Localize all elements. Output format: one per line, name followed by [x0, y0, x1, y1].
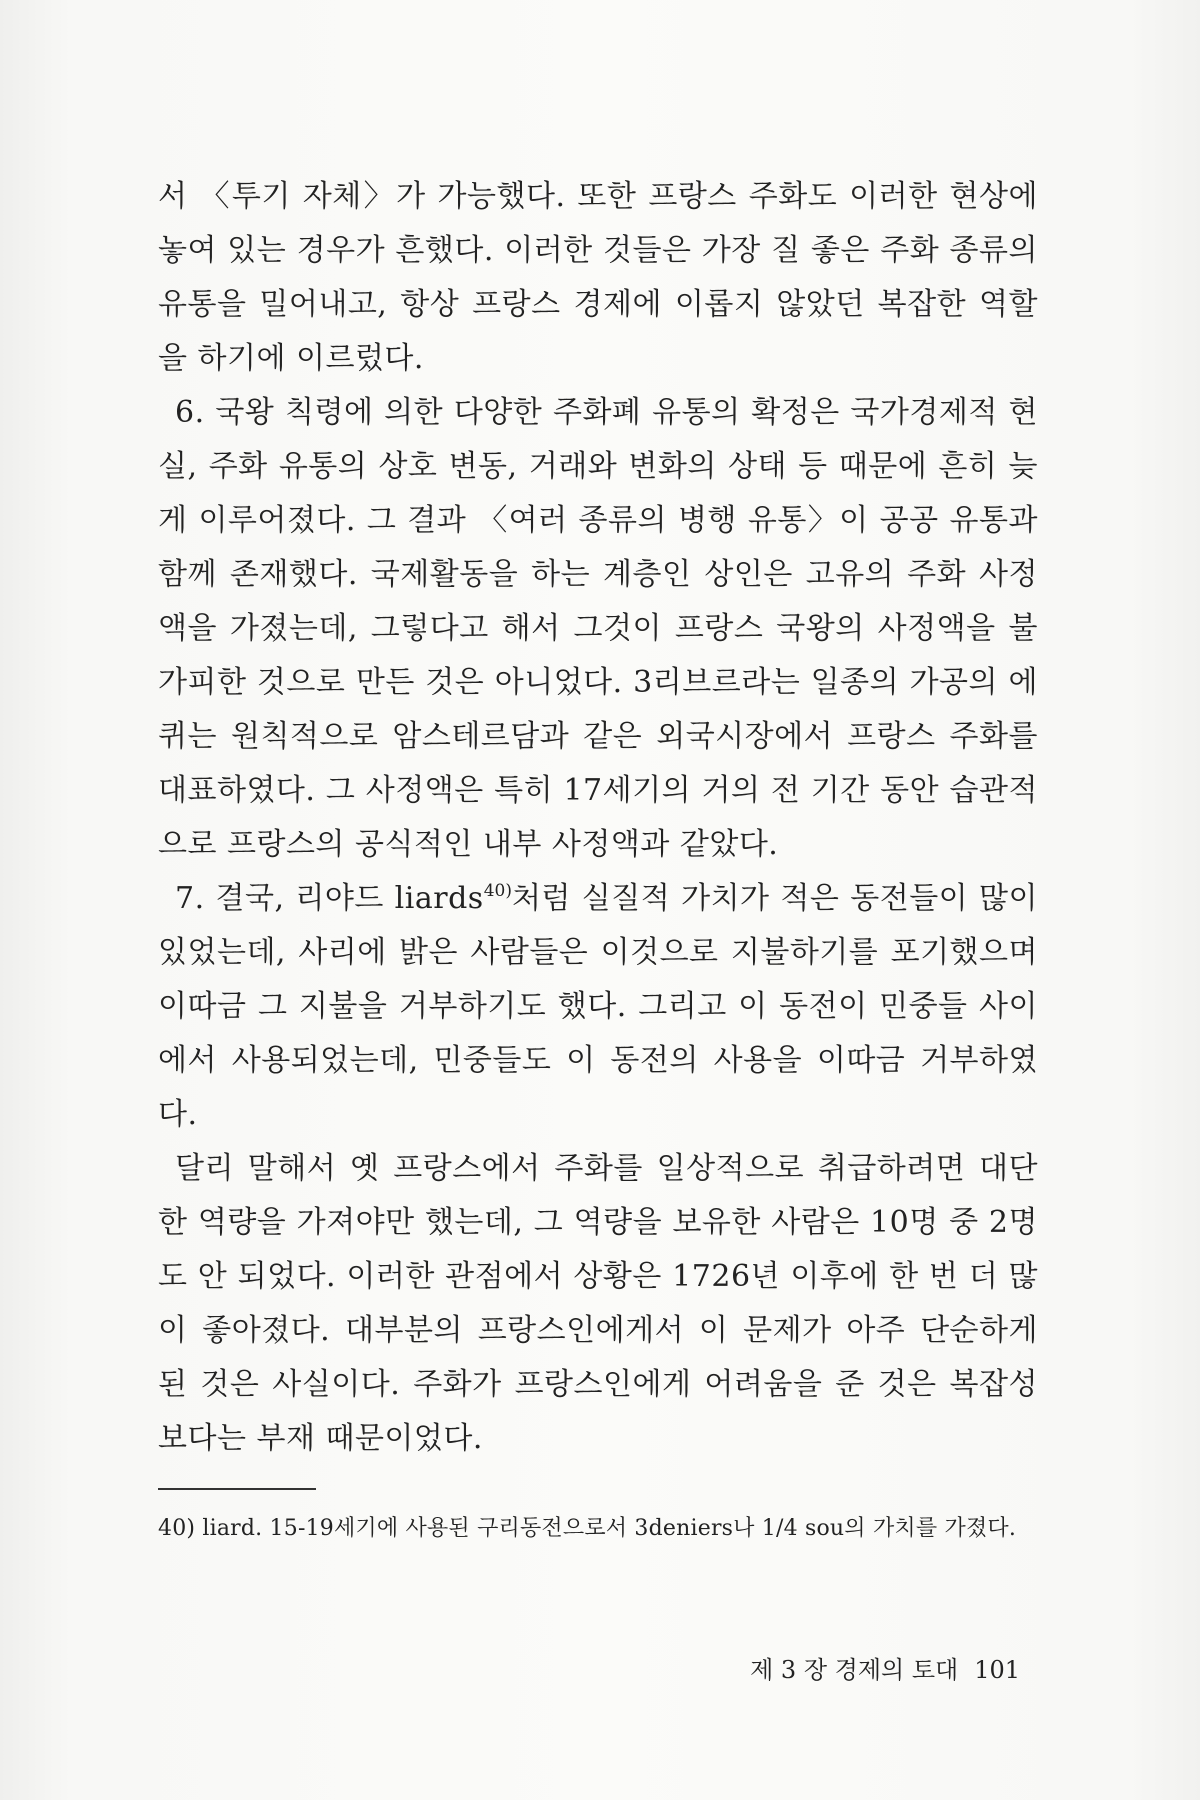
running-footer: [750, 1650, 1020, 1685]
chapter-title: 제 3 장 경제의 토대: [750, 1656, 959, 1684]
page-number: 101: [974, 1656, 1020, 1684]
paragraph-7-start: 7. 결국, 리야드 liards: [175, 881, 484, 916]
paragraph-continuation: 서 〈투기 자체〉가 가능했다. 또한 프랑스 주화도 이러한 현상에 놓여 있는 경우가 흔했다. 이러한 것들은 가장 질 좋은 주화 종류의 유통을 밀어내고, 항상 프랑스 경제에 이롭지 않았던 복잡한 역할을 하기에 이르렀다.: [158, 179, 1038, 376]
paragraph-8: 달리 말해서 옛 프랑스에서 주화를 일상적으로 취급하려면 대단한 역량을 가져야만 했는데, 그 역량을 보유한 사람은 10명 중 2명도 안 되었다. 이러한 관점에서 상황은 1726년 이후에 한 번 더 많이 좋아졌다. 대부분의 프랑스인에게서 이 문제가 아주 단순하게 된 것은 사실이다. 주화가 프랑스인에게 어려움을 준 것은 복잡성보다는 부재 때문이었다.: [158, 1151, 1038, 1456]
paragraph-7: [158, 872, 1038, 1142]
paragraph-6: 6. 국왕 칙령에 의한 다양한 주화폐 유통의 확정은 국가경제적 현실, 주화 유통의 상호 변동, 거래와 변화의 상태 등 때문에 흔히 늦게 이루어졌다. 그 결과 〈여러 종류의 병행 유통〉이 공공 유통과 함께 존재했다. 국제활동을 하는 계층인 상인은 고유의 주화 사정액을 가졌는데, 그렇다고 해서 그것이 프랑스 국왕의 사정액을 불가피한 것으로 만든 것은 아니었다. 3리브르라는 일종의 가공의 에퀴는 원칙적으로 암스테르담과 같은 외국시장에서 프랑스 주화를 대표하였다. 그 사정액은 특히 17세기의 거의 전 기간 동안 습관적으로 프랑스의 공식적인 내부 사정액과 같았다.: [158, 395, 1038, 862]
footnote-reference[interactable]: 40): [483, 881, 512, 901]
body-text: [158, 170, 1038, 1466]
footnote-40: 40) liard. 15-19세기에 사용된 구리동전으로서 3deniers나 1/4 sou의 가치를 가졌다.: [158, 1516, 1017, 1541]
paragraph-7-rest: 처럼 실질적 가치가 적은 동전들이 많이 있었는데, 사리에 밝은 사람들은 이것으로 지불하기를 포기했으며 이따금 그 지불을 거부하기도 했다. 그리고 이 동전이 민중들 사이에서 사용되었는데, 민중들도 이 동전의 사용을 이따금 거부하였다.: [158, 881, 1038, 1132]
footnote-divider: [158, 1488, 316, 1490]
